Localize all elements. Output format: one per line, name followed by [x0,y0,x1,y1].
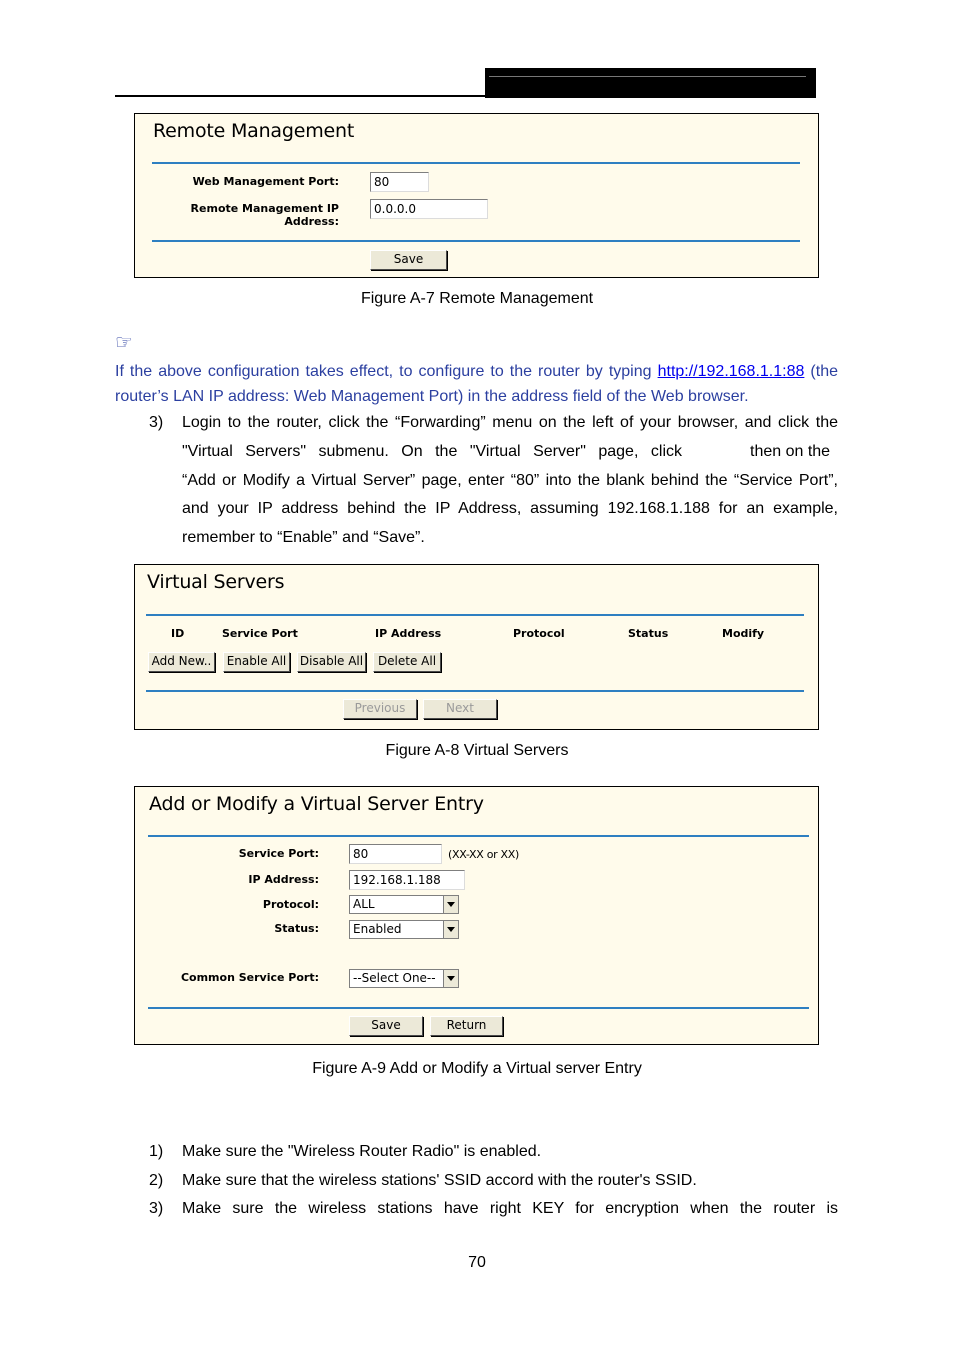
service-port-input[interactable]: 80 [349,844,442,864]
column-header-service-port: Service Port [222,627,298,640]
chevron-down-icon[interactable] [443,896,458,913]
step-line: Login to the router, click the “Forwarding” menu on the left of your browser, and click the [182,414,838,431]
step-line: then on the [750,443,831,460]
ip-address-label: IP Address: [248,873,319,886]
divider [152,162,800,164]
protocol-select[interactable]: ALL [349,895,459,914]
service-port-hint: (XX-XX or XX) [448,848,520,861]
chevron-down-icon[interactable] [443,921,458,938]
column-header-protocol: Protocol [513,627,565,640]
ip-address-input[interactable]: 192.168.1.188 [349,870,465,890]
delete-all-button[interactable]: Delete All [373,652,441,672]
common-service-port-label: Common Service Port: [180,971,319,984]
list-number: 1) [149,1143,164,1160]
protocol-label: Protocol: [262,898,319,911]
web-management-port-label: Web Management Port: [192,175,339,188]
note-text: If the above configuration takes effect, to configure to the router by typing http://192.168.1.1:88 (the router’s LAN IP address: Web Management Port) in the address field of the Web browser. [115,363,839,405]
column-header-status: Status [628,627,669,640]
remote-ip-input[interactable]: 0.0.0.0 [370,199,488,219]
panel-title: Remote Management [153,120,355,142]
status-label: Status: [274,922,319,935]
panel-title: Add or Modify a Virtual Server Entry [149,793,484,815]
figure-caption: Figure A-7 Remote Management [360,290,594,307]
save-button[interactable]: Save [349,1016,423,1036]
previous-button[interactable]: Previous [343,699,417,719]
column-header-ip-address: IP Address [375,627,442,640]
list-item: Make sure the "Wireless Router Radio" is enabled. [182,1143,542,1160]
step-number: 3) [149,414,164,431]
virtual-servers-panel [134,564,819,730]
web-management-port-input[interactable]: 80 [370,172,429,192]
page-number: 70 [468,1254,486,1271]
panel-title: Virtual Servers [147,571,285,593]
header-rule [115,95,485,97]
list-number: 2) [149,1172,164,1189]
return-button[interactable]: Return [430,1016,503,1036]
divider [148,835,809,837]
step-line: "Virtual Servers" submenu. On the "Virtual Server" page, click [182,443,682,460]
add-modify-virtual-server-panel [134,786,819,1045]
enable-all-button[interactable]: Enable All [223,652,290,672]
next-button[interactable]: Next [423,699,497,719]
list-item: Make sure the wireless stations have right KEY for encryption when the router is [182,1200,838,1217]
common-service-port-select[interactable]: --Select One-- [349,969,459,988]
list-item: Make sure that the wireless stations' SSID accord with the router's SSID. [182,1172,697,1189]
header-block [485,68,816,98]
divider [148,1007,809,1009]
remote-ip-label: Remote Management IP Address: [190,202,339,228]
router-link[interactable]: http://192.168.1.1:88 [657,363,805,380]
divider [146,614,804,616]
step-line: “Add or Modify a Virtual Server” page, enter “80” into the blank behind the “Service Port”, [182,472,838,489]
divider [146,690,804,692]
figure-caption: Figure A-8 Virtual Servers [385,742,569,759]
chevron-down-icon[interactable] [443,970,458,987]
service-port-label: Service Port: [238,847,319,860]
remote-management-panel [134,113,819,278]
divider [152,240,800,242]
step-line: remember to “Enable” and “Save”. [182,529,425,546]
step-line: and your IP address behind the IP Address, assuming 192.168.1.188 for an example, [182,500,838,517]
save-button[interactable]: Save [370,250,447,270]
pointing-hand-icon: ☞ [115,330,133,354]
list-number: 3) [149,1200,164,1217]
column-header-id: ID [171,627,185,640]
add-new-button[interactable]: Add New.. [148,652,215,672]
column-header-modify: Modify [722,627,765,640]
disable-all-button[interactable]: Disable All [297,652,366,672]
status-select[interactable]: Enabled [349,920,459,939]
figure-caption: Figure A-9 Add or Modify a Virtual server Entry [312,1060,642,1077]
